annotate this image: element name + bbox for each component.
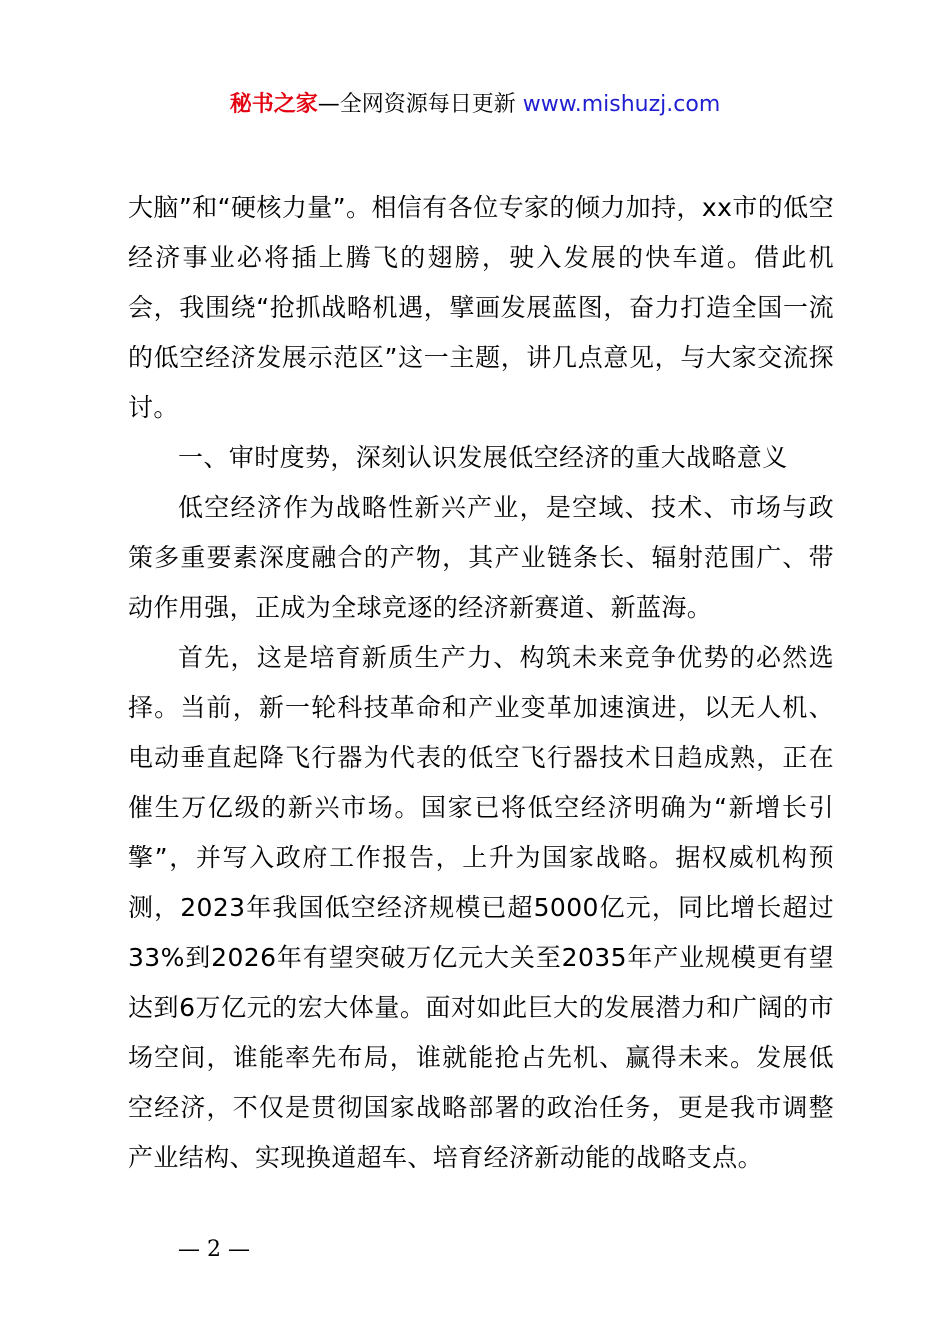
page-number: — 2 — [178,1237,250,1262]
page-header [0,88,950,122]
paragraph: 首先，这是培育新质生产力、构筑未来竞争优势的必然选择。当前，新一轮科技革命和产业变革加速演进，以无人机、电动垂直起降飞行器为代表的低空飞行器技术日趋成熟，正在催生万亿级的新兴市场。国家已将低空经济明确为“新增长引擎”，并写入政府工作报告，上升为国家战略。据权威机构预测，2023年我国低空经济规模已超5000亿元，同比增长超过33%到2026年有望突破万亿元大关至2035年产业规模更有望达到6万亿元的宏大体量。面对如此巨大的发展潜力和广阔的市场空间，谁能率先布局，谁就能抢占先机、赢得未来。发展低空经济，不仅是贯彻国家战略部署的政治任务，更是我市调整产业结构、实现换道超车、培育经济新动能的战略支点。 [128,643,834,1172]
paragraph: 低空经济作为战略性新兴产业，是空域、技术、市场与政策多重要素深度融合的产物，其产业链条长、辐射范围广、带动作用强，正成为全球竞逐的经济新赛道、新蓝海。 [128,493,834,622]
section-heading: 一、审时度势，深刻认识发展低空经济的重大战略意义 [178,443,788,472]
header-url[interactable]: www.mishuzj.com [522,92,721,117]
header-slogan: —全网资源每日更新 [317,92,523,117]
paragraph-continued: 大脑”和“硬核力量”。相信有各位专家的倾力加持，xx市的低空经济事业必将插上腾飞的翅膀，驶入发展的快车道。借此机会，我围绕“抢抓战略机遇，擘画发展蓝图，奋力打造全国一流的低空经济发展示范区”这一主题，讲几点意见，与大家交流探讨。 [128,193,834,422]
brand-name: 秘书之家 [229,92,318,117]
document-body [128,183,834,1183]
